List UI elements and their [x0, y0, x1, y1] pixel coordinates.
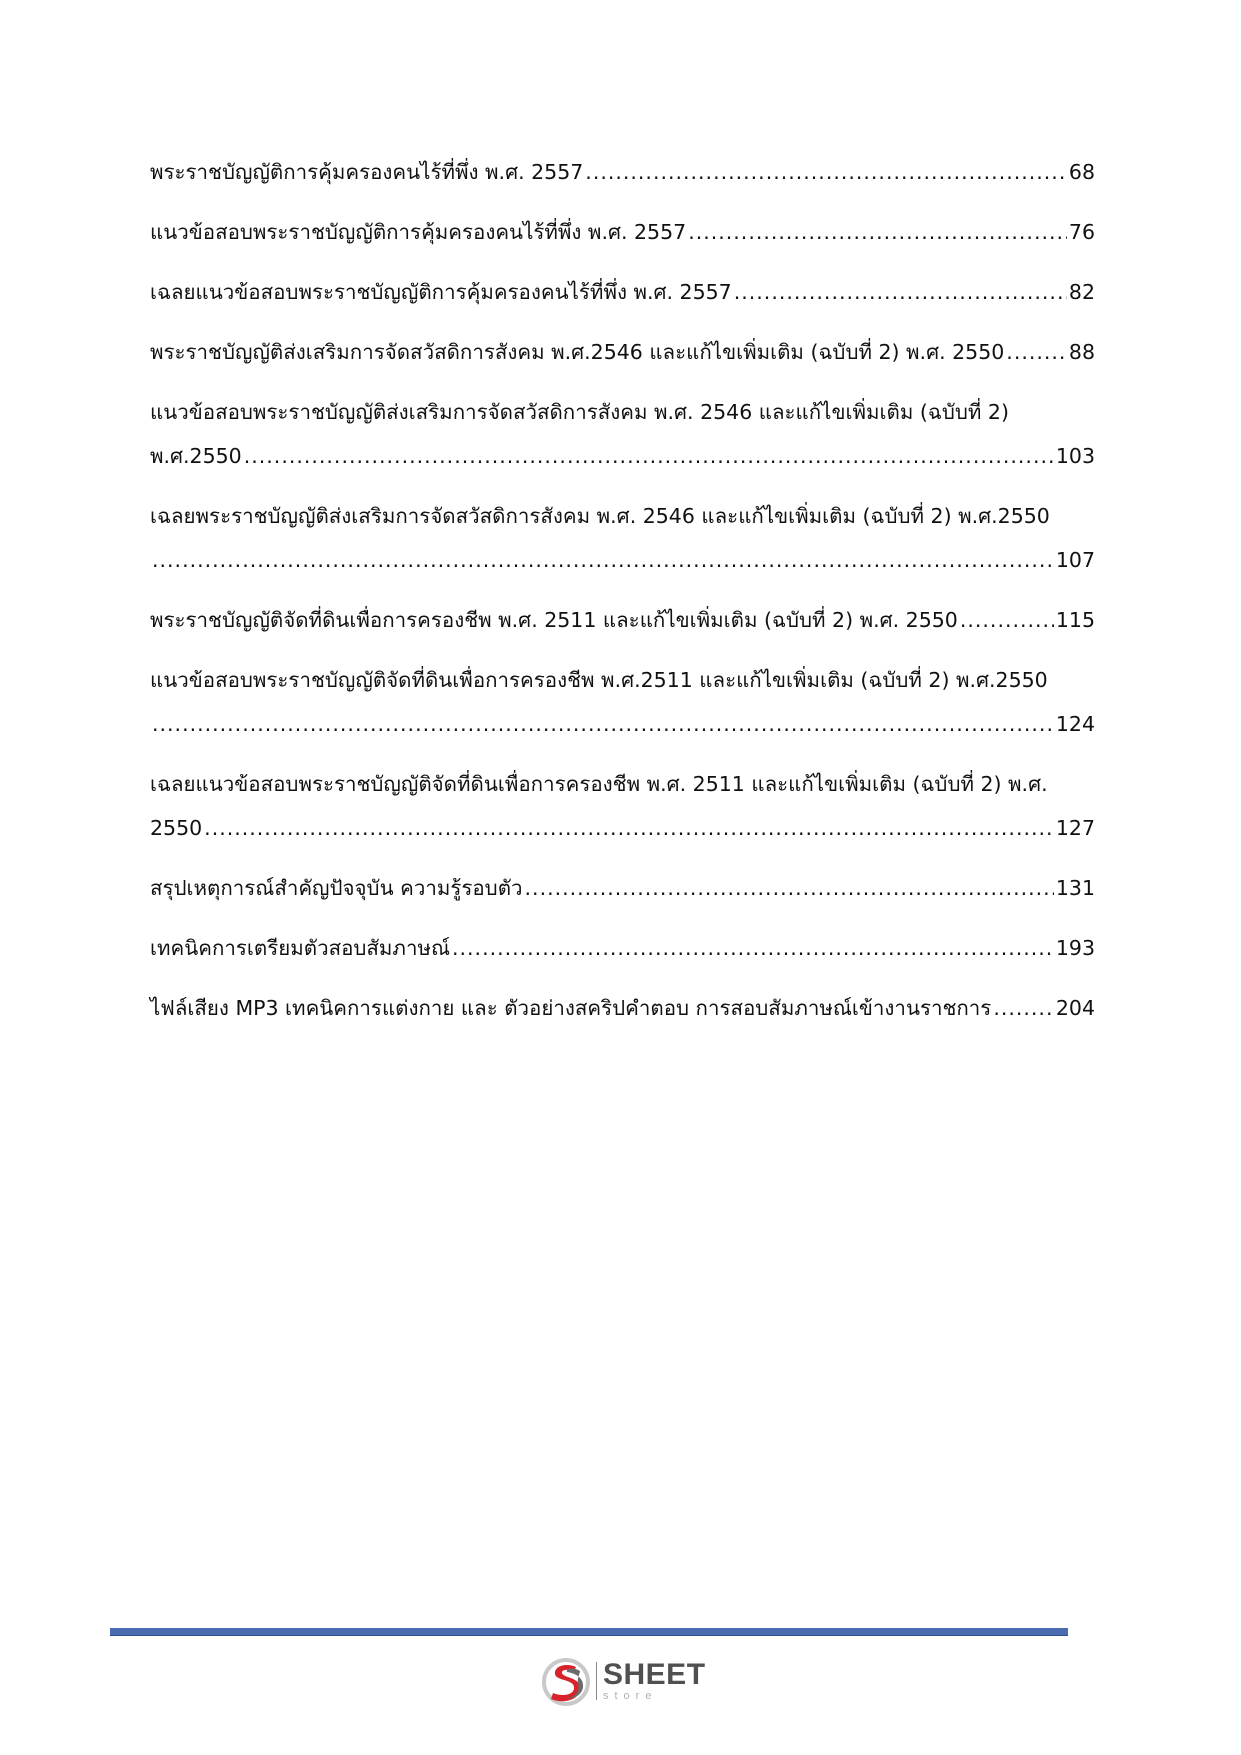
logo-text: [603, 1660, 706, 1702]
dot-leader: [244, 434, 1054, 478]
toc-title: เทคนิคการเตรียมตัวสอบสัมภาษณ์: [150, 936, 450, 960]
toc-entry[interactable]: [150, 866, 1095, 910]
toc-page-number: 124: [1055, 712, 1095, 736]
toc-title: เฉลยพระราชบัญญัติส่งเสริมการจัดสวัสดิการสังคม พ.ศ. 2546 และแก้ไขเพิ่มเติม (ฉบับที่ 2) พ.ศ.2550: [150, 504, 1050, 528]
toc-entry[interactable]: [150, 494, 1095, 582]
sheet-store-logo: [540, 1655, 710, 1707]
dot-leader: [688, 210, 1067, 254]
footer-rule: [110, 1628, 1068, 1636]
toc-entry[interactable]: [150, 270, 1095, 314]
toc-entry[interactable]: [150, 762, 1095, 850]
toc-entry[interactable]: [150, 926, 1095, 970]
toc-title: ไฟล์เสียง MP3 เทคนิคการแต่งกาย และ ตัวอย่างสคริปคำตอบ การสอบสัมภาษณ์เข้างานราชการ: [150, 996, 992, 1020]
dot-leader: [452, 926, 1054, 970]
toc-title: สรุปเหตุการณ์สำคัญปัจจุบัน ความรู้รอบตัว: [150, 876, 523, 900]
logo-subword: store: [603, 1690, 658, 1702]
dot-leader: [525, 866, 1054, 910]
toc-page-number: 76: [1068, 220, 1095, 244]
dot-leader: [204, 806, 1054, 850]
toc-page-number: 88: [1068, 340, 1095, 364]
toc-entry[interactable]: [150, 150, 1095, 194]
toc-title: พระราชบัญญัติจัดที่ดินเพื่อการครองชีพ พ.ศ. 2511 และแก้ไขเพิ่มเติม (ฉบับที่ 2) พ.ศ. 2550: [150, 608, 958, 632]
sheet-store-logo-icon: [540, 1655, 592, 1707]
toc-entry[interactable]: [150, 390, 1095, 478]
dot-leader: [152, 538, 1054, 582]
dot-leader: [734, 270, 1067, 314]
table-of-contents: [150, 150, 1095, 1046]
toc-title: พระราชบัญญัติส่งเสริมการจัดสวัสดิการสังคม พ.ศ.2546 และแก้ไขเพิ่มเติม (ฉบับที่ 2) พ.ศ. 2550: [150, 340, 1005, 364]
toc-page-number: 127: [1055, 816, 1095, 840]
toc-entry[interactable]: [150, 986, 1095, 1030]
logo-word: SHEET: [603, 1658, 706, 1691]
toc-title: แนวข้อสอบพระราชบัญญัติการคุ้มครองคนไร้ที่พึ่ง พ.ศ. 2557: [150, 220, 687, 244]
toc-title: แนวข้อสอบพระราชบัญญัติส่งเสริมการจัดสวัสดิการสังคม พ.ศ. 2546 และแก้ไขเพิ่มเติม (ฉบับที่ 2): [150, 400, 1009, 424]
logo-divider: [596, 1662, 597, 1700]
toc-entry[interactable]: [150, 330, 1095, 374]
dot-leader: [1006, 330, 1067, 374]
toc-title-continued: พ.ศ.2550: [150, 444, 242, 468]
toc-title: แนวข้อสอบพระราชบัญญัติจัดที่ดินเพื่อการครองชีพ พ.ศ.2511 และแก้ไขเพิ่มเติม (ฉบับที่ 2) พ.ศ.2550: [150, 668, 1048, 692]
toc-title: พระราชบัญญัติการคุ้มครองคนไร้ที่พึ่ง พ.ศ. 2557: [150, 160, 584, 184]
toc-entry[interactable]: [150, 210, 1095, 254]
dot-leader: [585, 150, 1067, 194]
toc-page-number: 115: [1055, 608, 1095, 632]
toc-title: เฉลยแนวข้อสอบพระราชบัญญัติจัดที่ดินเพื่อการครองชีพ พ.ศ. 2511 และแก้ไขเพิ่มเติม (ฉบับที่ 2) พ.ศ.: [150, 772, 1048, 796]
toc-entry[interactable]: [150, 658, 1095, 746]
toc-page-number: 131: [1055, 876, 1095, 900]
toc-entry[interactable]: [150, 598, 1095, 642]
toc-page-number: 82: [1068, 280, 1095, 304]
toc-title-continued: 2550: [150, 816, 203, 840]
dot-leader: [152, 702, 1054, 746]
toc-page-number: 68: [1068, 160, 1095, 184]
dot-leader: [960, 598, 1054, 642]
toc-page-number: 103: [1055, 444, 1095, 468]
dot-leader: [993, 986, 1054, 1030]
toc-page-number: 107: [1055, 548, 1095, 572]
toc-title: เฉลยแนวข้อสอบพระราชบัญญัติการคุ้มครองคนไร้ที่พึ่ง พ.ศ. 2557: [150, 280, 732, 304]
toc-page-number: 193: [1055, 936, 1095, 960]
toc-page-number: 204: [1055, 996, 1095, 1020]
